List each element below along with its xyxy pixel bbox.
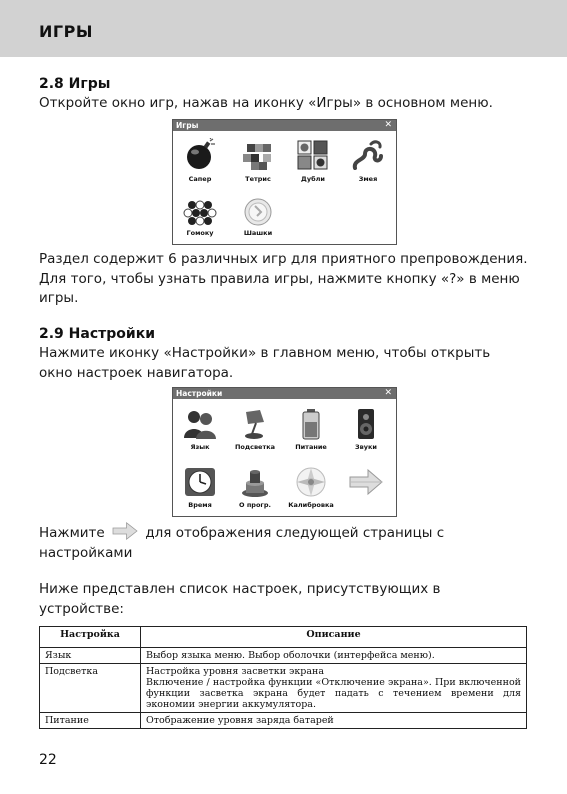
- dubli-icon: [296, 138, 330, 172]
- setting-label: Подсветка: [234, 443, 276, 451]
- setting-name: Язык: [40, 648, 141, 664]
- setting-description: [141, 664, 527, 713]
- description-line: Включение / настройка функции «Отключение экрана». При включенной функции засветка экрана будет падать с течением времени для экономии энергии аккумулятора.: [146, 677, 521, 710]
- setting-name: Подсветка: [40, 664, 141, 713]
- settings-window-titlebar: [173, 388, 396, 399]
- setting-power[interactable]: [281, 408, 341, 451]
- settings-list-intro: Ниже представлен список настроек, присутствующих в устройстве:: [39, 581, 441, 617]
- page-number: 22: [39, 752, 57, 768]
- setting-sounds[interactable]: [336, 408, 396, 451]
- about-icon: [238, 466, 272, 498]
- game-label: Дубли: [301, 175, 325, 183]
- games-description: Раздел содержит 6 различных игр для приятного препровождения. Для того, чтобы узнать правила игры, нажмите кнопку «?» в меню игры.: [39, 251, 528, 306]
- setting-label: Калибровка: [288, 501, 334, 509]
- setting-about[interactable]: [225, 466, 285, 509]
- game-dubli[interactable]: [283, 138, 343, 183]
- next-arrow-icon: [111, 522, 139, 540]
- games-window-titlebar: [173, 120, 396, 131]
- table-row: [40, 648, 527, 664]
- game-checkers[interactable]: [228, 198, 288, 237]
- game-label: Тетрис: [245, 175, 271, 183]
- table-row: [40, 664, 527, 713]
- setting-calibration[interactable]: [281, 466, 341, 509]
- table-row: [40, 713, 527, 729]
- description-line: Отображение уровня заряда батарей: [146, 715, 334, 726]
- settings-table: [39, 626, 527, 729]
- speaker-icon: [349, 408, 383, 440]
- battery-icon: [294, 408, 328, 440]
- next-text-after: для отображения следующей страницы с настройками: [39, 525, 445, 561]
- setting-label: Звуки: [355, 443, 377, 451]
- column-header: Настройка: [40, 627, 141, 648]
- game-label: Змея: [358, 175, 378, 183]
- game-tetris[interactable]: [228, 138, 288, 183]
- checkers-icon: [241, 198, 275, 226]
- header-title: ИГРЫ: [39, 22, 93, 41]
- description-line: Выбор языка меню. Выбор оболочки (интерфейса меню).: [146, 650, 435, 661]
- settings-window-title: Настройки: [176, 389, 223, 398]
- lamp-icon: [238, 408, 272, 440]
- game-label: Сапер: [188, 175, 212, 183]
- setting-label: О прогр.: [239, 501, 271, 509]
- column-header: Описание: [141, 627, 527, 648]
- setting-description: [141, 648, 527, 664]
- snake-icon: [351, 138, 385, 172]
- setting-description: [141, 713, 527, 729]
- close-icon[interactable]: ✕: [384, 120, 392, 130]
- tetris-icon: [241, 138, 275, 172]
- next-text-before: Нажмите: [39, 525, 105, 541]
- setting-name: Питание: [40, 713, 141, 729]
- games-heading: 2.8 Игры: [39, 76, 111, 92]
- setting-backlight[interactable]: [225, 408, 285, 451]
- game-minesweeper[interactable]: [170, 138, 230, 183]
- close-icon[interactable]: ✕: [384, 388, 392, 398]
- clock-icon: [183, 466, 217, 498]
- setting-label: Питание: [295, 443, 327, 451]
- setting-label: Язык: [190, 443, 210, 451]
- next-arrow-icon: [348, 468, 384, 496]
- settings-heading: 2.9 Настройки: [39, 326, 156, 342]
- game-label: Гомоку: [186, 229, 214, 237]
- game-label: Шашки: [243, 229, 273, 237]
- description-line: Настройка уровня засветки экрана: [146, 666, 325, 677]
- game-snake[interactable]: [338, 138, 398, 183]
- next-page-instruction: [39, 522, 509, 563]
- game-gomoku[interactable]: [170, 198, 230, 237]
- games-window-title: Игры: [176, 121, 199, 130]
- setting-label: Время: [188, 501, 212, 509]
- games-intro: Откройте окно игр, нажав на иконку «Игры» в основном меню.: [39, 95, 493, 111]
- next-page-button[interactable]: [336, 468, 396, 496]
- games-window: [172, 119, 397, 245]
- settings-window: [172, 387, 397, 517]
- setting-time[interactable]: [170, 466, 230, 509]
- calibration-icon: [294, 466, 328, 498]
- setting-language[interactable]: [170, 408, 230, 451]
- table-header-row: [40, 627, 527, 648]
- gomoku-icon: [183, 198, 217, 226]
- bomb-icon: [183, 138, 217, 172]
- people-icon: [183, 408, 217, 440]
- settings-intro: Нажмите иконку «Настройки» в главном меню, чтобы открыть окно настроек навигатора.: [39, 345, 491, 381]
- page-header: [0, 0, 567, 57]
